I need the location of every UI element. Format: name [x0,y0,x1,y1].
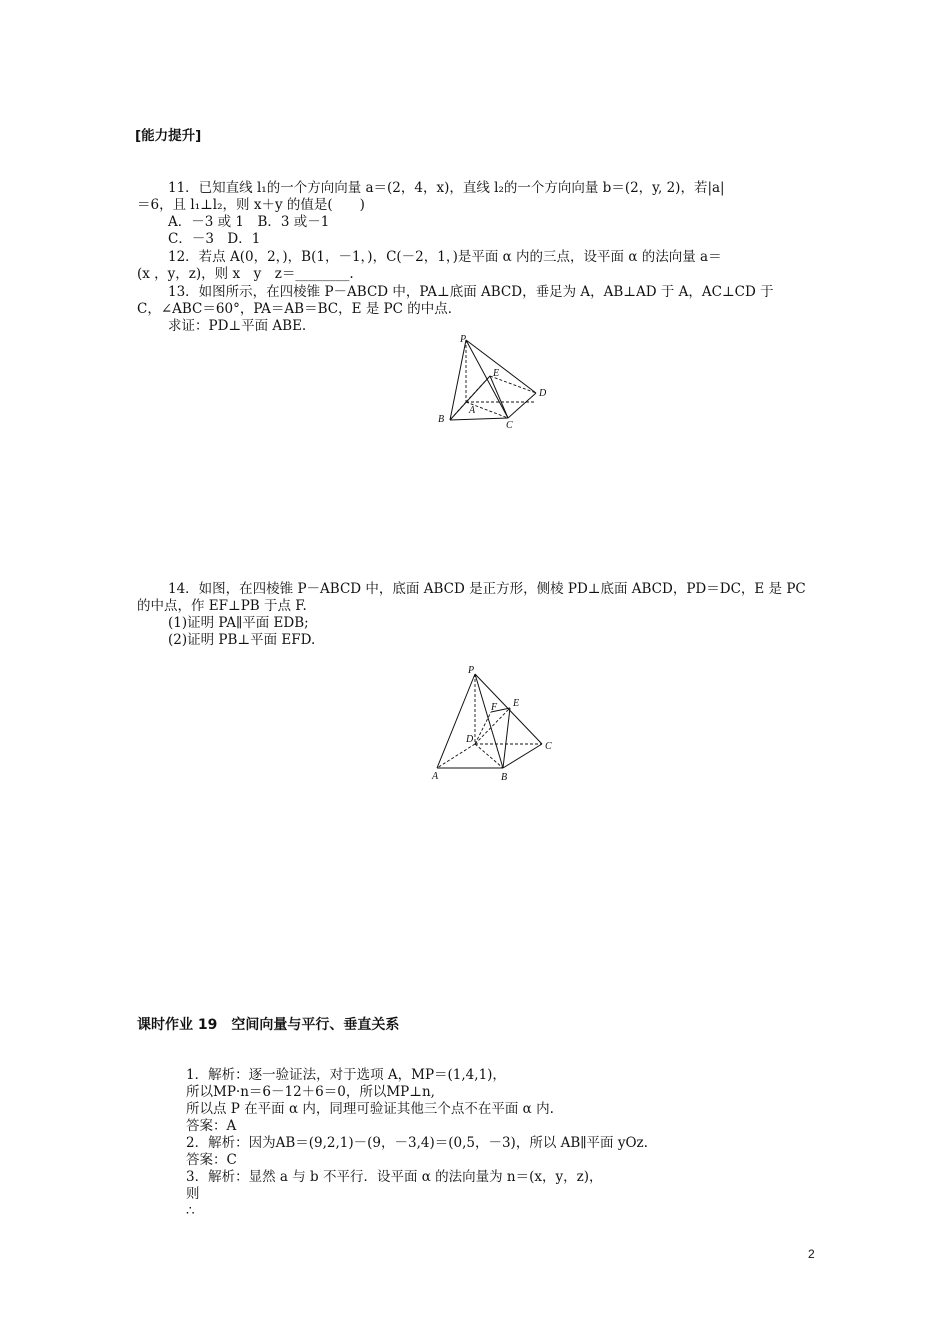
q14-part2: (2)证明 PB⊥平面 EFD. [168,632,316,648]
fig14-label-e: E [513,698,520,709]
answer-3-line1: 3．解析：显然 a 与 b 不平行．设平面 α 的法向量为 n＝(x，y，z)， [186,1169,603,1185]
answer-3-line2: 则 [186,1186,200,1202]
q11-option-line2: C．－3 D．1 [168,231,261,247]
q13-line1: 13．如图所示，在四棱锥 P－ABCD 中，PA⊥底面 ABCD，垂足为 A，AB⊥AD 于 A，AC⊥CD 于 [168,284,774,300]
fig13-label-e: E [493,368,500,379]
page-number: 2 [808,1247,815,1261]
q14-line2: 的中点，作 EF⊥PB 于点 F. [137,598,307,614]
fig13-label-b: B [438,414,445,425]
pyramid-figure-13 [430,330,560,430]
answer-1-result: 答案：A [186,1118,237,1134]
fig13-label-p: P [460,334,467,345]
q12-line1: 12．若点 A(0，2，)，B(1，－1，)，C(－2，1，)是平面 α 内的三点，设平面 α 的法向量 a＝ [168,249,722,265]
fig14-label-b: B [501,772,508,783]
q11-line1: 11．已知直线 l₁的一个方向向量 a＝(2，4，x)，直线 l₂的一个方向向量 b＝(2，y, 2)，若|a| [168,180,725,196]
fig14-label-p: P [468,665,475,676]
fig14-label-d: D [466,734,474,745]
pyramid-figure-14 [425,660,565,785]
q13-line3: 求证：PD⊥平面 ABE. [168,318,307,334]
answer-2-result: 答案：C [186,1152,237,1168]
q12-line2: (x ，y，z)，则 x y z＝________. [137,266,354,282]
fig14-label-c: C [545,741,552,752]
answer-1-line1: 1．解析：逐一验证法，对于选项 A，MP＝(1,4,1)， [186,1067,506,1083]
fig13-label-c: C [506,420,513,430]
q13-line2: C，∠ABC＝60°，PA＝AB＝BC，E 是 PC 的中点． [137,301,462,317]
answer-1-line3: 所以点 P 在平面 α 内，同理可验证其他三个点不在平面 α 内. [186,1101,554,1117]
fig14-label-f: F [491,702,498,713]
q14-part1: (1)证明 PA∥平面 EDB; [168,615,309,631]
answer-2-line1: 2．解析：因为AB＝(9,2,1)－(9，－3,4)＝(0,5，－3)，所以 AB∥平面 yOz. [186,1135,648,1151]
fig14-label-a: A [432,771,439,782]
answer-1-line2: 所以MP·n＝6－12＋6＝0，所以MP⊥n, [186,1084,435,1100]
q11-option-line1: A．－3 或 1 B．3 或－1 [168,214,330,230]
section-heading: [能力提升] [135,128,202,144]
homework-title: 课时作业 19 空间向量与平行、垂直关系 [137,1017,400,1033]
q11-line2: ＝6，且 l₁⊥l₂，则 x＋y 的值是( ) [137,197,365,213]
answer-3-line3: ∴ [186,1203,195,1219]
fig13-label-a: A [469,405,476,416]
fig13-label-d: D [539,388,547,399]
q14-line1: 14．如图，在四棱锥 P－ABCD 中，底面 ABCD 是正方形，侧棱 PD⊥底面 ABCD，PD＝DC，E 是 PC [168,581,806,597]
